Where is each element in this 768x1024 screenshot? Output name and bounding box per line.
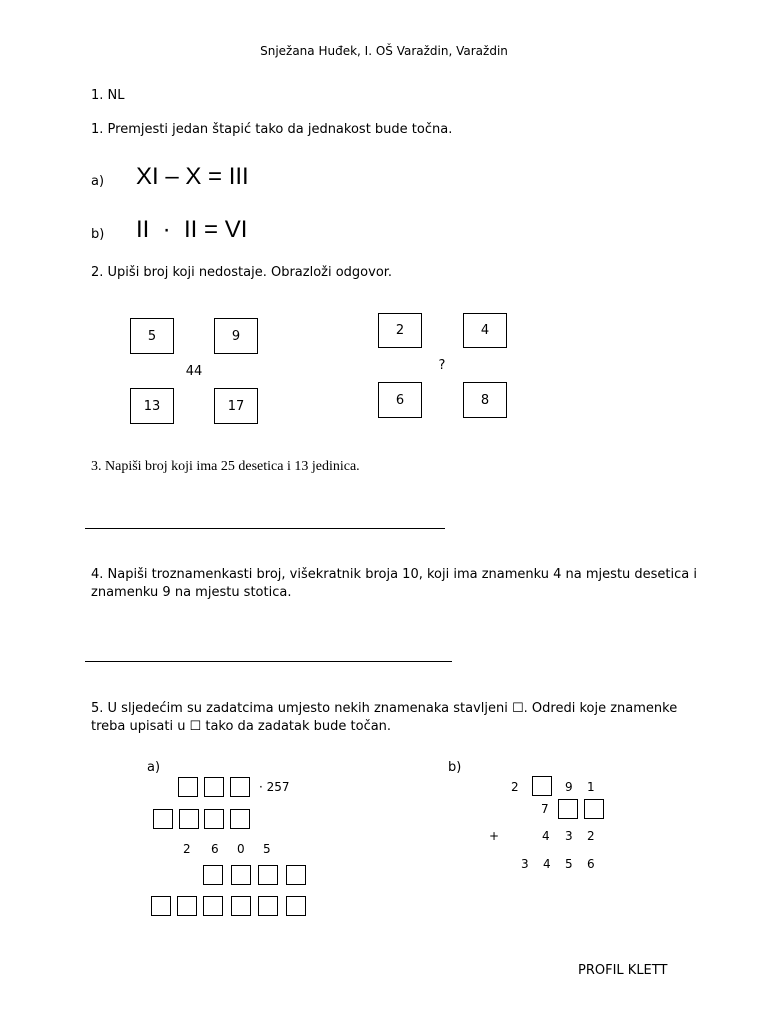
digit-blank[interactable]: [204, 777, 224, 797]
partial-digit: 5: [263, 842, 271, 856]
digit-blank[interactable]: [286, 896, 306, 916]
sum-digit: 6: [587, 857, 595, 871]
partial-digit: 2: [183, 842, 191, 856]
task3-text: 3. Napiši broj koji ima 25 desetica i 13 jedinica.: [91, 459, 360, 474]
grid1-center: 44: [185, 363, 203, 379]
task5-text-line1: 5. U sljedećim su zadatcima umjesto nekih znamenaka stavljeni ☐. Odredi koje znamenke: [91, 701, 678, 716]
partial-digit: 6: [211, 842, 219, 856]
page-header: Snježana Huđek, I. OŠ Varaždin, Varaždin: [260, 44, 508, 58]
digit-blank[interactable]: [230, 809, 250, 829]
grid2-top-right: 4: [463, 313, 507, 348]
grid2-bottom-right: 8: [463, 382, 507, 418]
grid2-center: ?: [438, 357, 446, 373]
addend-digit: 9: [565, 780, 573, 794]
digit-blank[interactable]: [584, 799, 604, 819]
task1-b-expression: II · II = VI: [136, 216, 248, 243]
sum-digit: 3: [521, 857, 529, 871]
digit-blank[interactable]: [258, 896, 278, 916]
addend-digit: 2: [587, 829, 595, 843]
digit-blank[interactable]: [178, 777, 198, 797]
publisher-footer: PROFIL KLETT: [578, 963, 668, 978]
digit-blank[interactable]: [231, 896, 251, 916]
sum-digit: 5: [565, 857, 573, 871]
task4-text-line2: znamenku 9 na mjestu stotica.: [91, 585, 292, 600]
digit-blank[interactable]: [230, 777, 250, 797]
digit-blank[interactable]: [153, 809, 173, 829]
task1-a-expression: XI – X = III: [136, 163, 249, 190]
task3-answer-line[interactable]: [85, 528, 445, 529]
grid2-bottom-left: 6: [378, 382, 422, 418]
multiplier: · 257: [259, 780, 290, 794]
grid1-top-right: 9: [214, 318, 258, 354]
plus-sign: +: [489, 829, 500, 843]
partial-digit: 0: [237, 842, 245, 856]
digit-blank[interactable]: [258, 865, 278, 885]
section-title: 1. NL: [91, 88, 125, 103]
digit-blank[interactable]: [177, 896, 197, 916]
sum-digit: 4: [543, 857, 551, 871]
digit-blank[interactable]: [286, 865, 306, 885]
digit-blank[interactable]: [203, 865, 223, 885]
task1-text: 1. Premjesti jedan štapić tako da jednakost bude točna.: [91, 122, 453, 137]
task4-text-line1: 4. Napiši troznamenkasti broj, višekratnik broja 10, koji ima znamenku 4 na mjestu desetica i: [91, 567, 697, 582]
digit-blank[interactable]: [231, 865, 251, 885]
task1-a-label: a): [91, 174, 105, 189]
addend-digit: 7: [541, 802, 549, 816]
addend-digit: 4: [542, 829, 550, 843]
task2-text: 2. Upiši broj koji nedostaje. Obrazloži odgovor.: [91, 265, 393, 280]
grid1-bottom-right: 17: [214, 388, 258, 424]
digit-blank[interactable]: [558, 799, 578, 819]
digit-blank[interactable]: [532, 776, 552, 796]
task4-answer-line[interactable]: [85, 661, 452, 662]
task5-text-line2: treba upisati u ☐ tako da zadatak bude točan.: [91, 719, 392, 734]
grid1-bottom-left: 13: [130, 388, 174, 424]
addend-digit: 3: [565, 829, 573, 843]
grid2-top-left: 2: [378, 313, 422, 348]
addend-digit: 1: [587, 780, 595, 794]
addend-digit: 2: [511, 780, 519, 794]
task5-b-label: b): [448, 760, 462, 775]
digit-blank[interactable]: [203, 896, 223, 916]
digit-blank[interactable]: [151, 896, 171, 916]
digit-blank[interactable]: [179, 809, 199, 829]
task5-a-label: a): [147, 760, 161, 775]
task1-b-label: b): [91, 227, 105, 242]
grid1-top-left: 5: [130, 318, 174, 354]
digit-blank[interactable]: [204, 809, 224, 829]
